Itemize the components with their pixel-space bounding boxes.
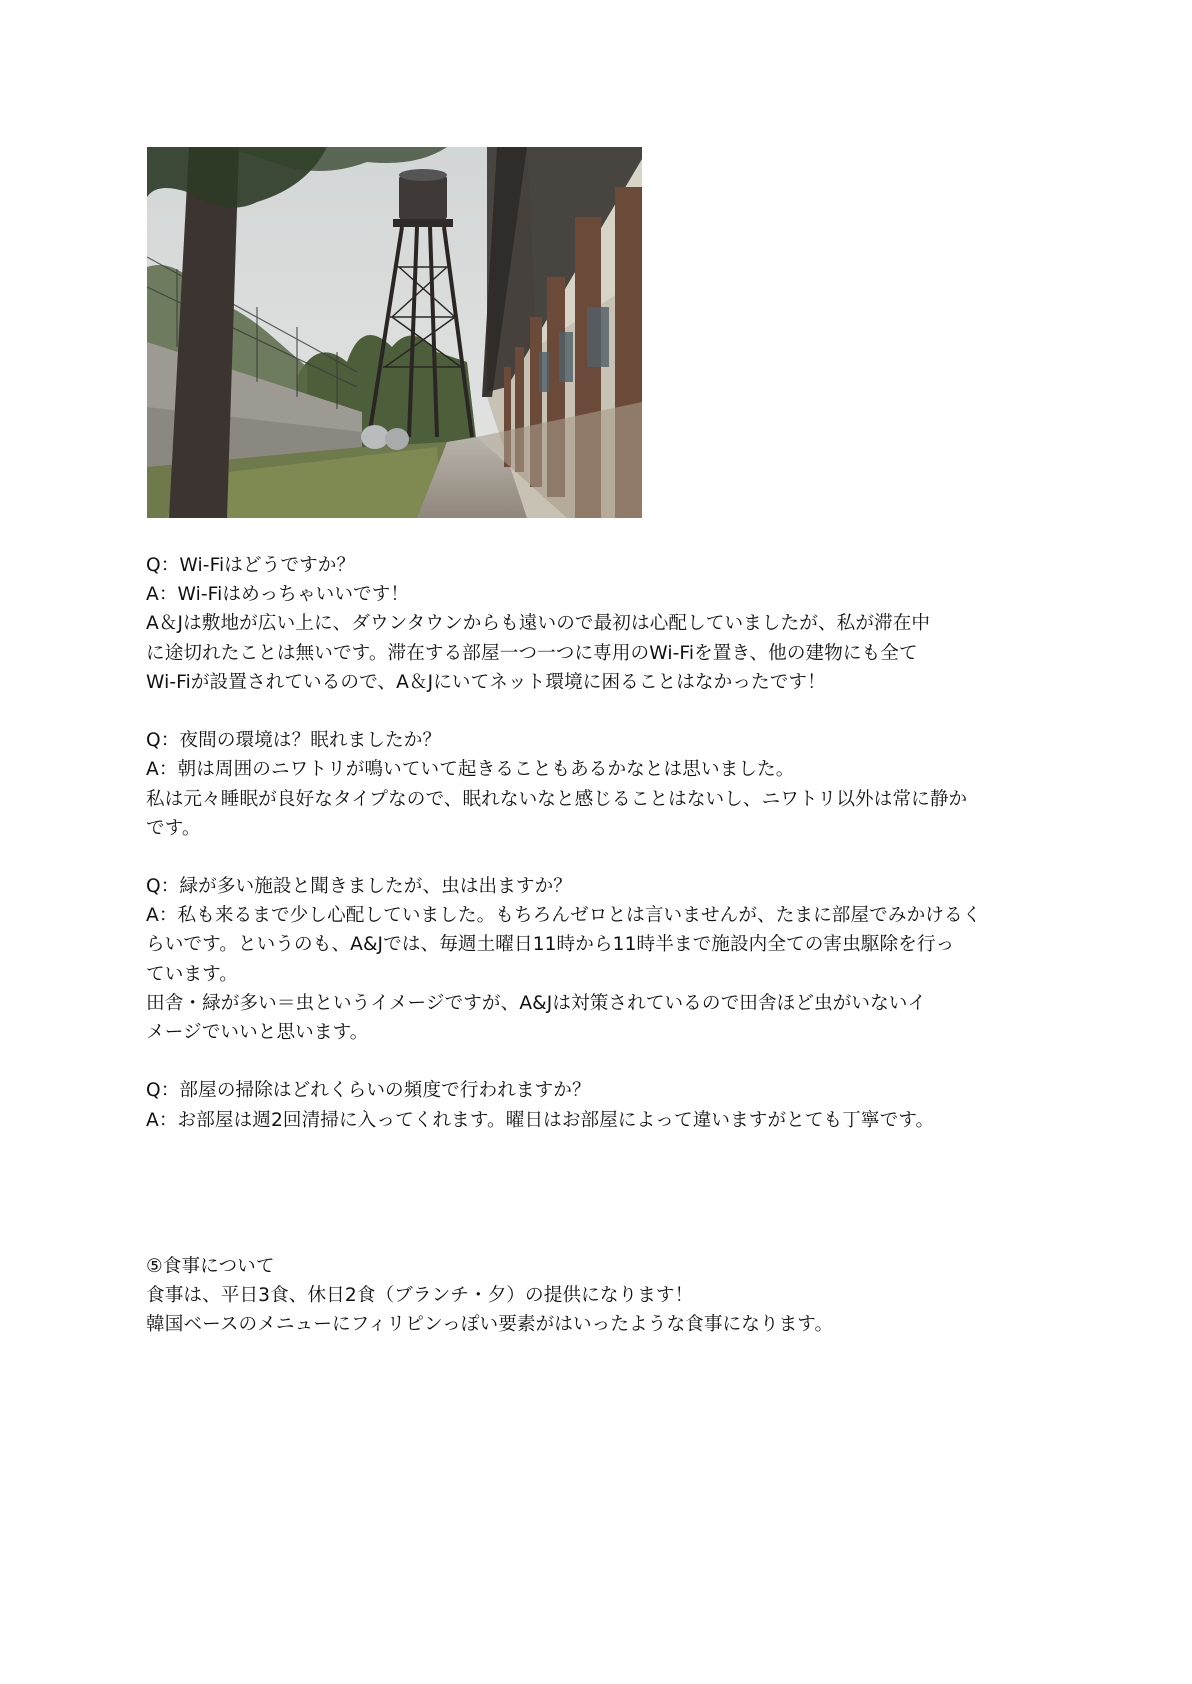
question-text: Q：Wi-Fiはどうですか？ [146,555,356,576]
answer-text: A：Wi-Fiはめっちゃいいです！ [146,584,410,606]
answer-text: 田舎・緑が多い＝虫というイメージですが、A&Jは対策されているので田舎ほど虫がいないイ [146,992,927,1014]
question-text: Q：部屋の掃除はどれくらいの頻度で行われますか？ [146,1080,591,1102]
answer-text: です。 [146,817,201,839]
answer-text: メージでいいと思います。 [146,1022,369,1043]
paragraph-line: 食事は、平日3食、休日2食（ブランチ・夕）の提供になります！ [146,1284,694,1306]
answer-text: ています。 [146,963,238,985]
qa-night [146,726,1076,843]
section-heading: ⑤食事について [146,1255,275,1277]
answer-text: Wi-Fiが設置されているので、A＆Jにいてネット環境に困ることはなかったです！ [146,671,826,693]
answer-text: 私は元々睡眠が良好なタイプなので、眠れないなと感じることはないし、ニワトリ以外は常に静か [146,788,968,810]
answer-text: A＆Jは敷地が広い上に、ダウンタウンからも遠いので最初は心配していましたが、私が滞在中 [146,613,931,635]
spacer [146,843,1076,872]
qa-insects [146,872,1076,1047]
answer-text: らいです。というのも、A&Jでは、毎週土曜日11時から11時半まで施設内全ての害虫駆除を行っ [146,934,955,956]
answer-text: A：私も来るまで少し心配していました。もちろんゼロとは言いませんが、たまに部屋でみかけるく [146,905,982,927]
question-text: Q：夜間の環境は？眠れましたか？ [146,730,442,752]
article-body [146,551,1076,1339]
meal-section [146,1252,1076,1340]
campus-water-tower-photo [147,147,642,518]
qa-cleaning [146,1076,1076,1134]
qa-wifi [146,551,1076,697]
spacer [146,1135,1076,1252]
answer-text: A：お部屋は週2回清掃に入ってくれます。曜日はお部屋によって違いますがとても丁寧です。 [146,1109,935,1131]
paragraph-line: 韓国ベースのメニューにフィリピンっぽい要素がはいったような食事になります。 [146,1314,834,1336]
question-text: Q：緑が多い施設と聞きましたが、虫は出ますか？ [146,876,572,898]
answer-text: に途切れたことは無いです。滞在する部屋一つ一つに専用のWi-Fiを置き、他の建物にも全て [146,642,918,664]
spacer [146,697,1076,726]
spacer [146,1047,1076,1076]
answer-text: A：朝は周囲のニワトリが鳴いていて起きることもあるかなとは思いました。 [146,759,795,781]
